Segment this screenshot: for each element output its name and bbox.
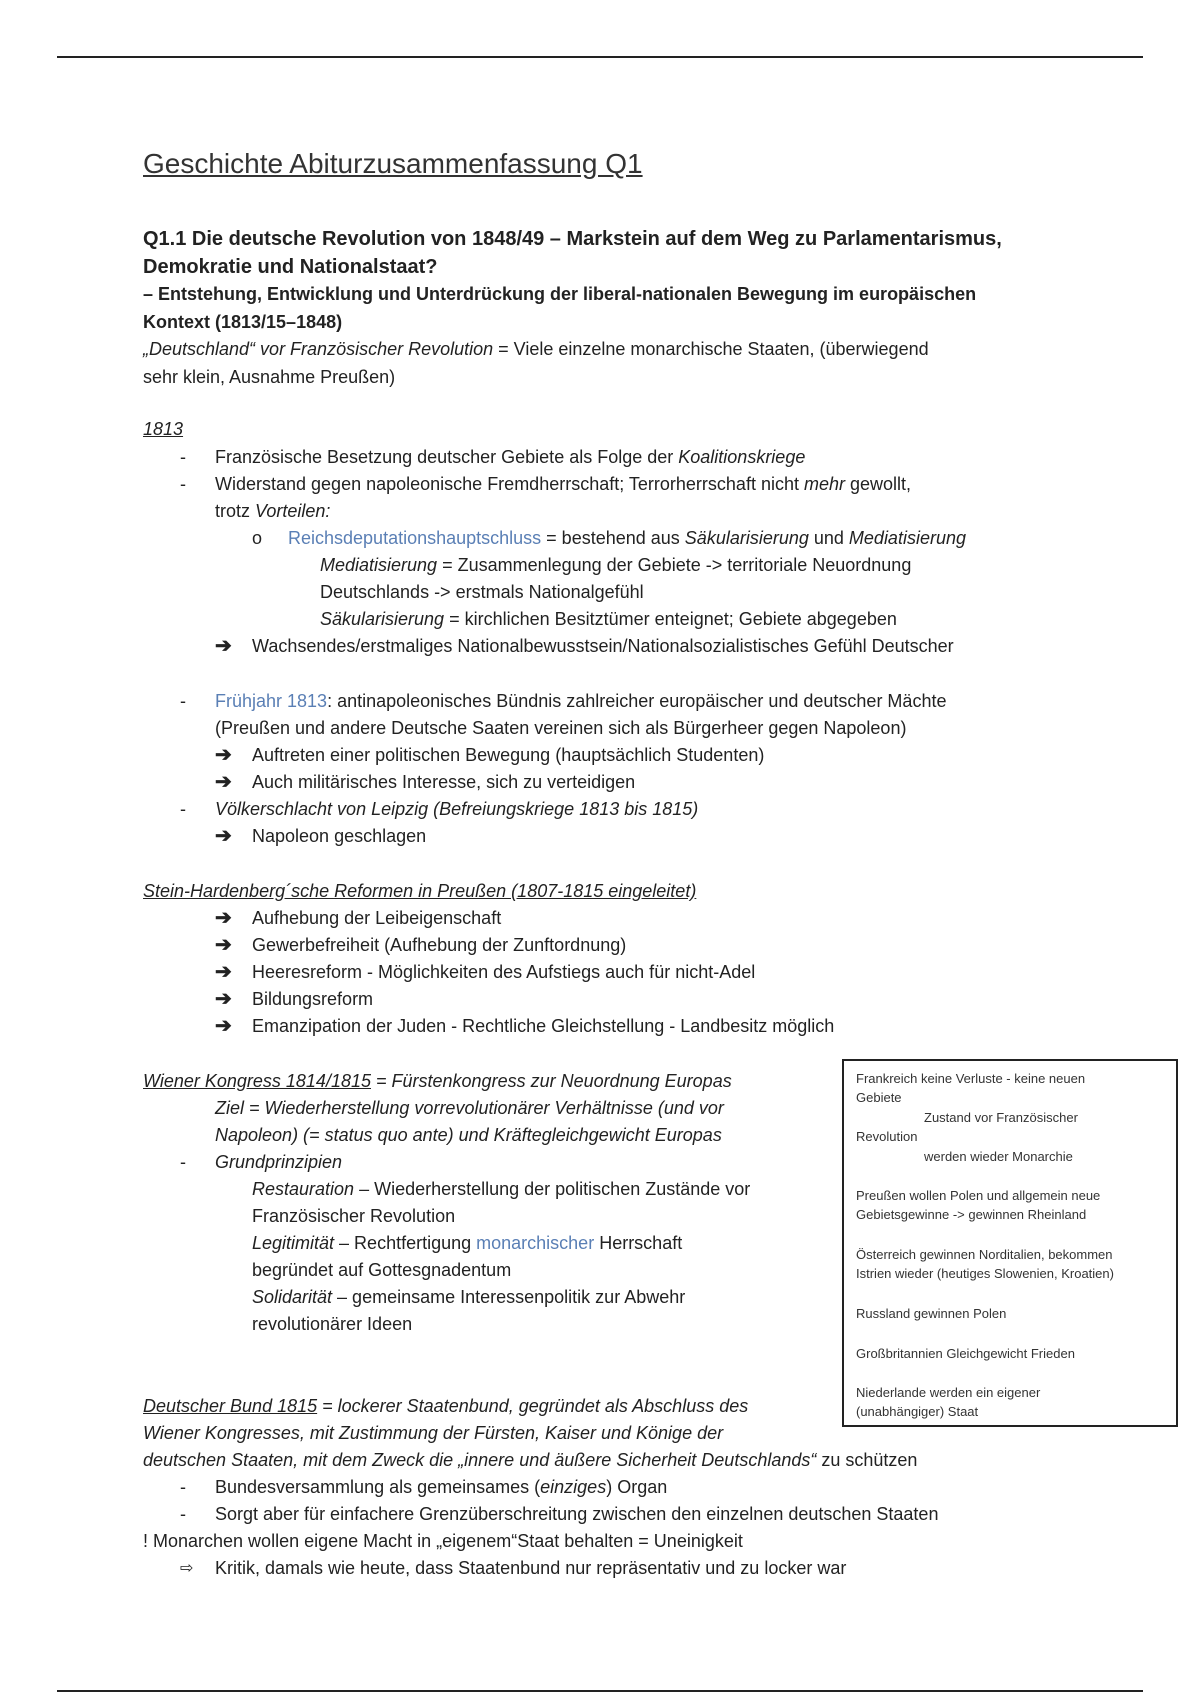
bullet-dash: - — [180, 474, 186, 494]
principle-legitimitaet — [252, 1230, 682, 1257]
bullet-dash: - — [180, 1152, 186, 1172]
intro-definition: = Viele einzelne monarchische Staaten, (überwiegend — [493, 339, 929, 359]
bullet-widerstand-line2 — [215, 498, 330, 525]
box-line: Frankreich keine Verluste - keine neuen — [856, 1071, 1086, 1086]
box-line: Revolution — [856, 1129, 918, 1144]
bullet-dash: - — [180, 447, 186, 467]
arrow-icon: ➔ — [215, 825, 232, 847]
bullet-text: : antinapoleonisches Bündnis zahlreicher europäischer und deutscher Mächte — [327, 691, 947, 711]
principle-legitimitaet-line2: begründet auf Gottesgnadentum — [252, 1260, 512, 1280]
box-line: Gebietsgewinne -> gewinnen Rheinland — [856, 1207, 1087, 1222]
heading-reformen: Stein-Hardenberg´sche Reformen in Preußen (1807-1815 eingeleitet) — [143, 881, 697, 901]
term-reichsdeputationshauptschluss: Reichsdeputationshauptschluss — [288, 528, 542, 548]
bullet-bundesversammlung — [215, 1474, 667, 1501]
arrow-icon: ➔ — [215, 1015, 232, 1037]
heading-wiener-kongress: Wiener Kongress 1814/1815 — [143, 1071, 371, 1091]
principle-restauration — [252, 1176, 750, 1203]
arrow-icon: ➔ — [215, 907, 232, 929]
definition-text: = Zusammenlegung der Gebiete -> territoriale Neuordnung — [437, 555, 912, 575]
bund-line2: Wiener Kongresses, mit Zustimmung der Fürsten, Kaiser und Könige der — [143, 1423, 724, 1443]
box-line: Gebiete — [856, 1090, 902, 1105]
reform-item: Heeresreform - Möglichkeiten des Aufstiegs auch für nicht-Adel — [252, 962, 756, 982]
bottom-rule — [57, 1690, 1143, 1692]
arrow-icon: ➔ — [215, 771, 232, 793]
section-subheading-line2: Kontext (1813/15–1848) — [143, 312, 343, 332]
bullet-grenzueberschreitung: Sorgt aber für einfachere Grenzüberschreitung zwischen den einzelnen deutschen Staaten — [215, 1504, 939, 1524]
bullet-text: trotz — [215, 501, 256, 521]
term-saekularisierung: Säkularisierung — [684, 528, 809, 548]
mediatisierung-def-line2: Deutschlands -> erstmals Nationalgefühl — [320, 582, 644, 602]
bund-definition: = lockerer Staatenbund, gegründet als Abschluss des — [317, 1396, 749, 1416]
term-einziges: einziges — [540, 1477, 607, 1497]
bullet-text: Französische Besetzung deutscher Gebiete als Folge der — [215, 447, 679, 467]
bullet-dash: - — [180, 799, 186, 819]
rdh-text: und — [808, 528, 849, 548]
term-mehr: mehr — [803, 474, 845, 494]
bund-zweck: deutschen Staaten, mit dem Zweck die „innere und äußere Sicherheit Deutschlands“ — [143, 1450, 817, 1470]
side-note-box — [842, 1059, 1178, 1427]
wiener-heading-line — [143, 1068, 732, 1095]
arrow-icon: ➔ — [215, 988, 232, 1010]
heading-deutscher-bund: Deutscher Bund 1815 — [143, 1396, 318, 1416]
definition-text: = kirchlichen Besitztümer enteignet; Gebiete abgegeben — [444, 609, 897, 629]
page-title: Geschichte Abiturzusammenfassung Q1 — [143, 148, 643, 179]
bund-text: zu schützen — [816, 1450, 918, 1470]
bullet-widerstand — [215, 471, 911, 498]
top-rule — [57, 56, 1143, 58]
term-restauration: Restauration — [252, 1179, 355, 1199]
term-mediatisierung: Mediatisierung — [320, 555, 438, 575]
term-koalitionskriege: Koalitionskriege — [678, 447, 806, 467]
rdh-line — [288, 525, 966, 552]
term-solidaritaet: Solidarität — [252, 1287, 333, 1307]
box-line: Preußen wollen Polen und allgemein neue — [856, 1188, 1101, 1203]
bullet-fruehjahr — [215, 688, 946, 715]
box-line: (unabhängiger) Staat — [856, 1404, 979, 1419]
intro-line2: sehr klein, Ausnahme Preußen) — [143, 367, 396, 387]
box-line: Istrien wieder (heutiges Slowenien, Kroatien) — [856, 1266, 1114, 1281]
principle-text: – gemeinsame Interessenpolitik zur Abwehr — [332, 1287, 686, 1307]
term-fruehjahr-1813: Frühjahr 1813 — [215, 691, 328, 711]
section-heading-line2: Demokratie und Nationalstaat? — [143, 256, 438, 278]
box-line: werden wieder Monarchie — [924, 1149, 1073, 1164]
bullet-fruehjahr-line2: (Preußen und andere Deutsche Saaten vereinen sich als Bürgerheer gegen Napoleon) — [215, 718, 907, 738]
rdh-text: = bestehend aus — [541, 528, 685, 548]
intro-term: „Deutschland“ vor Französischer Revolution — [143, 339, 494, 359]
bund-heading-line — [143, 1393, 748, 1420]
arrow-kritik: Kritik, damals wie heute, dass Staatenbund nur repräsentativ und zu locker war — [215, 1558, 847, 1578]
box-line: Großbritannien Gleichgewicht Frieden — [856, 1346, 1075, 1361]
section-subheading-line1: – Entstehung, Entwicklung und Unterdrückung der liberal-nationalen Bewegung im europäischen — [143, 284, 977, 304]
bullet-voelkerschlacht: Völkerschlacht von Leipzig (Befreiungskriege 1813 bis 1815) — [215, 799, 699, 819]
wiener-ziel-line2: Napoleon) (= status quo ante) und Kräftegleichgewicht Europas — [215, 1125, 722, 1145]
term-legitimitaet: Legitimität — [252, 1233, 335, 1253]
wiener-ziel: Ziel = Wiederherstellung vorrevolutionärer Verhältnisse (und vor — [215, 1098, 724, 1118]
arrow-napoleon: Napoleon geschlagen — [252, 826, 427, 846]
wiener-definition: = Fürstenkongress zur Neuordnung Europas — [371, 1071, 732, 1091]
principle-solidaritaet-line2: revolutionärer Ideen — [252, 1314, 413, 1334]
section-heading-line1: Q1.1 Die deutsche Revolution von 1848/49 – Markstein auf dem Weg zu Parlamentarismus, — [143, 228, 1002, 250]
term-mediatisierung: Mediatisierung — [848, 528, 966, 548]
box-line: Österreich gewinnen Norditalien, bekommen — [856, 1247, 1113, 1262]
box-line: Russland gewinnen Polen — [856, 1306, 1007, 1321]
term-vorteilen: Vorteilen: — [255, 501, 331, 521]
arrow-icon: ➔ — [215, 961, 232, 983]
principle-text: – Wiederherstellung der politischen Zustände vor — [354, 1179, 751, 1199]
reform-item: Bildungsreform — [252, 989, 374, 1009]
bullet-besetzung — [215, 444, 805, 471]
bullet-text: Widerstand gegen napoleonische Fremdherrschaft; Terrorherrschaft nicht — [215, 474, 804, 494]
bullet-text: ) Organ — [606, 1477, 668, 1497]
term-monarchischer: monarchischer — [476, 1233, 595, 1253]
bullet-text: gewollt, — [844, 474, 912, 494]
arrow-icon: ➔ — [215, 934, 232, 956]
bullet-text: Bundesversammlung als gemeinsames ( — [215, 1477, 541, 1497]
intro-line1 — [143, 336, 929, 363]
hollow-arrow-icon: ⇨ — [180, 1560, 194, 1577]
principle-restauration-line2: Französischer Revolution — [252, 1206, 456, 1226]
reform-item: Gewerbefreiheit (Aufhebung der Zunftordnung) — [252, 935, 627, 955]
arrow-nationalbewusstsein: Wachsendes/erstmaliges Nationalbewusstsein/Nationalsozialistisches Gefühl Deutscher — [252, 636, 954, 656]
principle-text: Herrschaft — [594, 1233, 683, 1253]
mediatisierung-def — [320, 552, 911, 579]
sub-bullet-circle: o — [252, 528, 263, 548]
bullet-dash: - — [180, 1504, 186, 1524]
box-line: Zustand vor Französischer — [924, 1110, 1078, 1125]
bund-line3 — [143, 1447, 917, 1474]
arrow-icon: ➔ — [215, 744, 232, 766]
bullet-dash: - — [180, 1477, 186, 1497]
note-monarchen: ! Monarchen wollen eigene Macht in „eigenem“Staat behalten = Uneinigkeit — [143, 1531, 743, 1551]
reform-item: Emanzipation der Juden - Rechtliche Gleichstellung - Landbesitz möglich — [252, 1016, 835, 1036]
saekularisierung-def — [320, 606, 897, 633]
wiener-grundprinzipien: Grundprinzipien — [215, 1152, 343, 1172]
reform-item: Aufhebung der Leibeigenschaft — [252, 908, 502, 928]
bullet-dash: - — [180, 691, 186, 711]
principle-solidaritaet — [252, 1284, 685, 1311]
heading-1813: 1813 — [143, 419, 184, 439]
term-saekularisierung: Säkularisierung — [320, 609, 445, 629]
arrow-icon: ➔ — [215, 635, 232, 657]
arrow-militaer: Auch militärisches Interesse, sich zu verteidigen — [252, 772, 636, 792]
principle-text: – Rechtfertigung — [334, 1233, 477, 1253]
box-line: Niederlande werden ein eigener — [856, 1385, 1041, 1400]
arrow-bewegung: Auftreten einer politischen Bewegung (hauptsächlich Studenten) — [252, 745, 765, 765]
